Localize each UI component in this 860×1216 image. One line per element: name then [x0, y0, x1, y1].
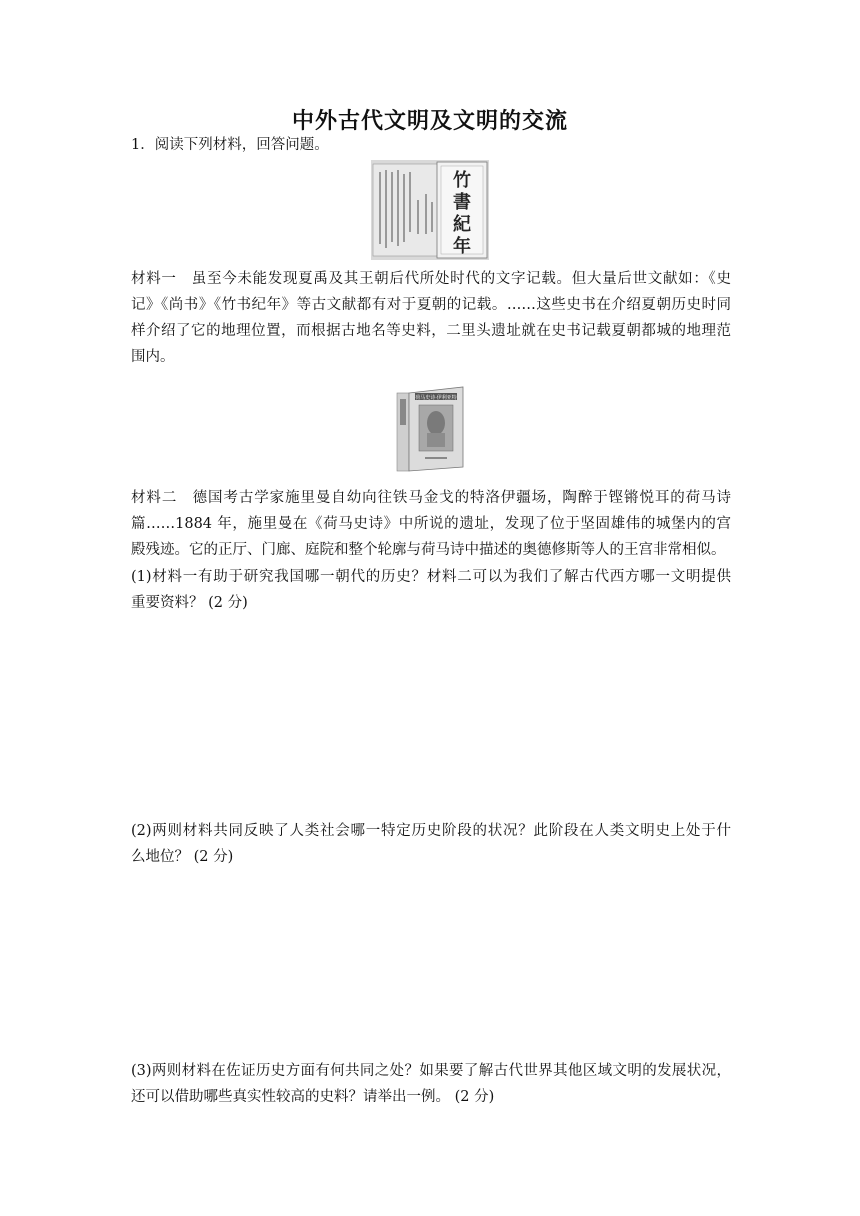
svg-text:年: 年 — [453, 236, 471, 257]
material-one: 材料一 虽至今未能发现夏禹及其王朝后代所处时代的文字记载。但大量后世文献如：《史 记》《尚书》《竹书纪年》等古文献都有对于夏朝的记载。……这些史书在介绍夏朝历史时同 样介绍了它的地理位置，而根据古地名等史料，二里头遗址就在史书记载夏朝都城的地理范 围内。 — [131, 271, 731, 365]
svg-text:紀: 紀 — [453, 214, 471, 235]
svg-text:荷马史诗·伊利亚特: 荷马史诗·伊利亚特 — [415, 395, 457, 401]
material-two: 材料二 德国考古学家施里曼自幼向往铁马金戈的特洛伊疆场，陶醉于铿锵悦耳的荷马诗 篇……1884 年，施里曼在《荷马史诗》中所说的遗址，发现了位于坚固雄伟的城堡内的宫 殿残迹。它的正厅、门廊、庭院和整个轮廓与荷马诗中描述的奥德修斯等人的王宫非常相似。 — [131, 490, 731, 558]
homer-epic-book-image — [395, 385, 467, 473]
question-intro: 1．阅读下列材料，回答问题。 — [131, 137, 329, 153]
question-2: (2)两则材料共同反映了人类社会哪一特定历史阶段的状况？此阶段在人类文明史上处于什 么地位？ (2 分) — [131, 823, 731, 865]
question-3: (3)两则材料在佐证历史方面有何共同之处？如果要了解古代世界其他区域文明的发展状况， 还可以借助哪些真实性较高的史料？请举出一例。 (2 分) — [131, 1063, 731, 1105]
svg-text:書: 書 — [453, 192, 471, 213]
question-1: (1)材料一有助于研究我国哪一朝代的历史？材料二可以为我们了解古代西方哪一文明提供 重要资料？ (2 分) — [131, 569, 731, 611]
bamboo-annals-book-image — [371, 160, 489, 260]
page-title: 中外古代文明及文明的交流 — [291, 109, 568, 134]
book-cover-text: 竹 — [453, 170, 471, 191]
